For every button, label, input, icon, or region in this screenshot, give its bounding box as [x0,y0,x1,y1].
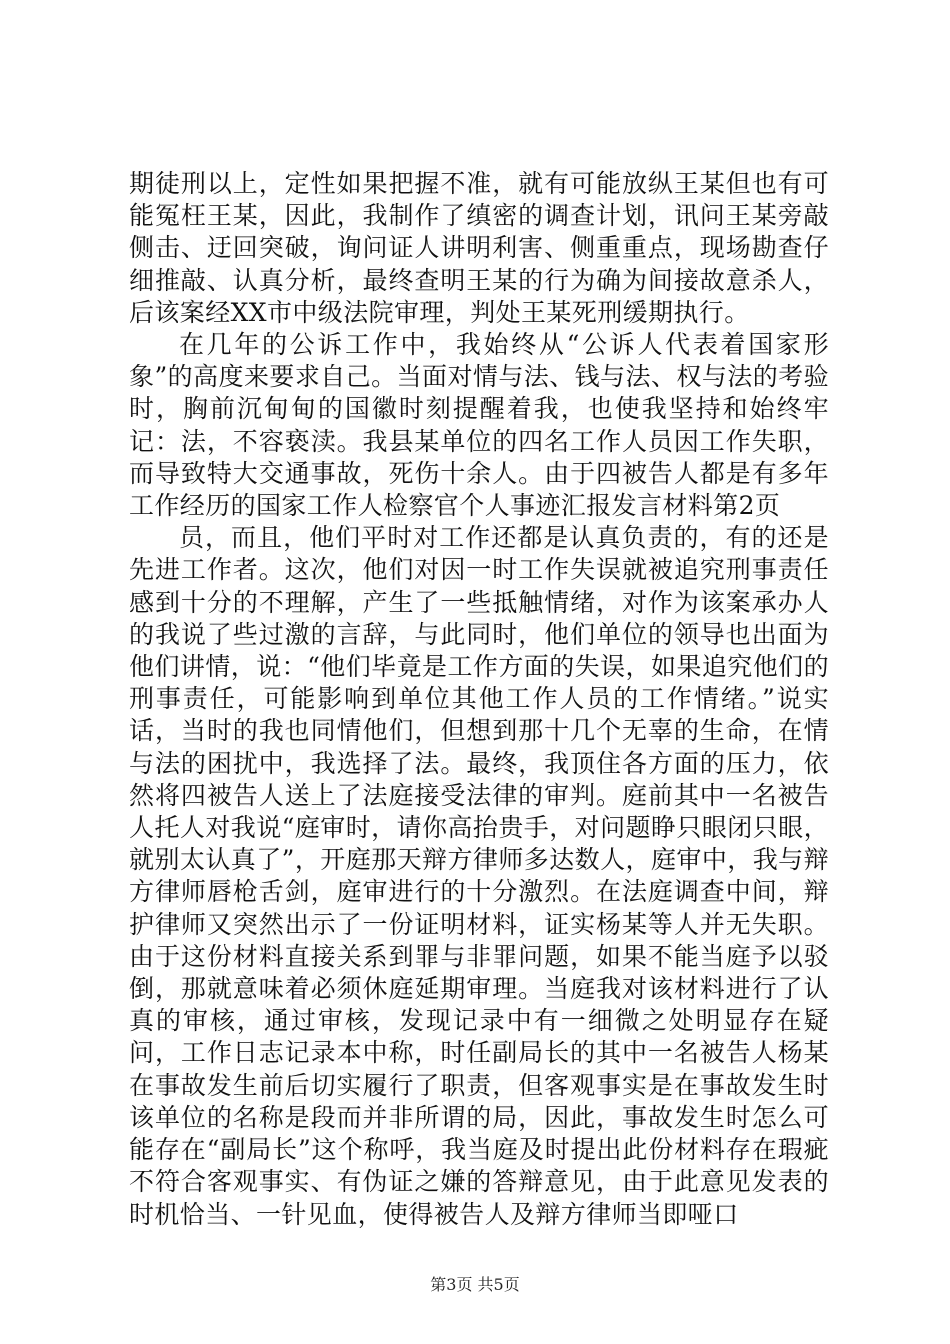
page-number-footer: 第3页 共5页 [430,1275,520,1294]
document-body [129,168,829,1231]
paragraph-1: 期徒刑以上，定性如果把握不准，就有可能放纵王某但也有可能冤枉王某，因此，我制作了缜密的调查计划，讯问王某旁敲侧击、迂回突破，询问证人讲明利害、侧重重点，现场勘查仔细推敲、认真分析，最终查明王某的行为确为间接故意杀人，后该案经XX市中级法院审理，判处王某死刑缓期执行。 [129,169,829,327]
paragraph-2: 在几年的公诉工作中，我始终从“公诉人代表着国家形象”的高度来要求自己。当面对情与法、钱与法、权与法的考验时，胸前沉甸甸的国徽时刻提醒着我，也使我坚持和始终牢记：法，不容亵渎。我县某单位的四名工作人员因工作失职，而导致特大交通事故，死伤十余人。由于四被告人都是有多年工作经历的国家工作人检察官个人事迹汇报发言材料第2页 [129,330,829,521]
paragraph-3: 员，而且，他们平时对工作还都是认真负责的，有的还是先进工作者。这次，他们对因一时工作失误就被追究刑事责任感到十分的不理解，产生了一些抵触情绪，对作为该案承办人的我说了些过激的言辞，与此同时，他们单位的领导也出面为他们讲情，说：“他们毕竟是工作方面的失误，如果追究他们的刑事责任，可能影响到单位其他工作人员的工作情绪。”说实话，当时的我也同情他们，但想到那十几个无辜的生命，在情与法的困扰中，我选择了法。最终，我顶住各方面的压力，依然将四被告人送上了法庭接受法律的审判。庭前其中一名被告人托人对我说“庭审时，请你高抬贵手，对问题睁只眼闭只眼，就别太认真了”，开庭那天辩方律师多达数人，庭审中，我与辩方律师唇枪舌剑，庭审进行的十分激烈。在法庭调查中间，辩护律师又突然出示了一份证明材料，证实杨某等人并无失职。由于这份材料直接关系到罪与非罪问题，如果不能当庭予以驳倒，那就意味着必须休庭延期审理。当庭我对该材料进行了认真的审核，通过审核，发现记录中有一细微之处明显存在疑问，工作日志记录本中称，时任副局长的其中一名被告人杨某在事故发生前后切实履行了职责，但客观事实是在事故发生时该单位的名称是段而并非所谓的局，因此，事故发生时怎么可能存在“副局长”这个称呼，我当庭及时提出此份材料存在瑕疵不符合客观事实、有伪证之嫌的答辩意见，由于此意见发表的时机恰当、一针见血，使得被告人及辩方律师当即哑口 [129,523,829,1229]
